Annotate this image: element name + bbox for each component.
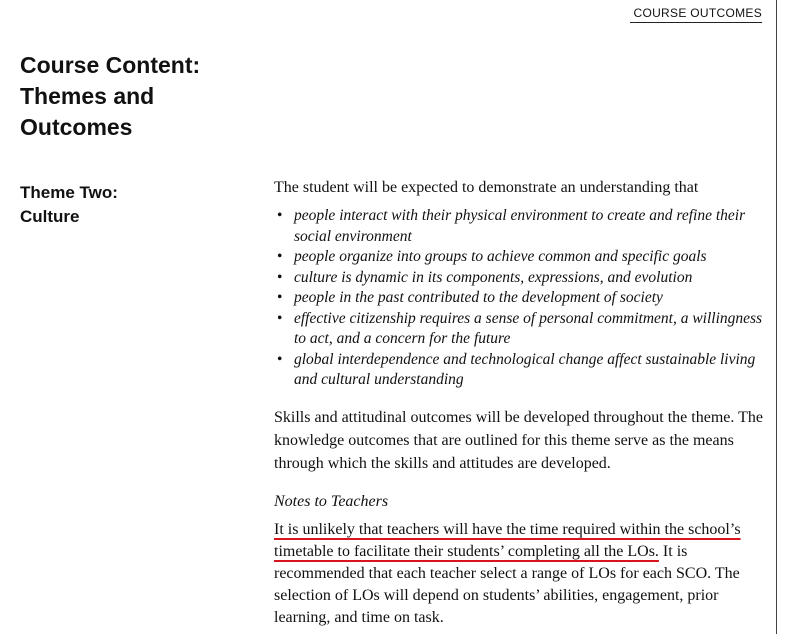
list-item (274, 206, 770, 247)
page-title-line-2: Themes and (20, 83, 155, 109)
outcome-text: people organize into groups to achieve common and specific goals (294, 248, 707, 265)
theme-heading (20, 181, 118, 229)
list-item (274, 350, 770, 391)
highlighted-sentence: It is unlikely that teachers will have the time required within the school’s timetable to facilitate their students’ completing all the LOs. (274, 520, 741, 560)
outcome-text: people in the past contributed to the development of society (294, 289, 663, 306)
outcome-text: people interact with their physical environment to create and refine their social environment (294, 207, 746, 245)
bullet-icon: • (277, 289, 283, 306)
bullet-icon: • (277, 309, 283, 327)
running-head: COURSE OUTCOMES (633, 6, 762, 20)
notes-heading: Notes to Teachers (274, 492, 389, 510)
page-title-line-1: Course Content: (20, 52, 201, 78)
outcome-text: culture is dynamic in its components, expressions, and evolution (294, 268, 693, 286)
outcome-text: effective citizenship requires a sense of personal commitment, a willingness to act, and a concern for the future (294, 309, 763, 347)
bullet-icon: • (277, 248, 283, 265)
notes-rest-text: It is recommended that each teacher select a range of LOs for each SCO. The selection of LOs will depend on students’ abilities, engagement, prior learning, and time on task. (274, 542, 740, 626)
page-title-line-3: Outcomes (20, 114, 133, 140)
list-item (274, 247, 770, 268)
outcome-text: global interdependence and technological change affect sustainable living and cultural understanding (294, 350, 756, 388)
list-item (274, 268, 770, 289)
intro-text: The student will be expected to demonstrate an understanding that (274, 179, 699, 196)
bullet-icon: • (277, 268, 283, 286)
notes-paragraph (274, 519, 770, 629)
list-item (274, 309, 770, 350)
skills-paragraph: Skills and attitudinal outcomes will be developed throughout the theme. The knowledge outcomes that are outlined for this theme serve as the means through which the skills and attitudes are developed. (274, 408, 763, 472)
outcomes-list (274, 206, 770, 391)
page-title (20, 50, 200, 143)
theme-heading-line-1: Theme Two: (20, 183, 118, 202)
list-item (274, 288, 770, 309)
bullet-icon: • (277, 207, 283, 224)
header-rule (630, 22, 762, 23)
theme-heading-line-2: Culture (20, 207, 80, 226)
page-edge-line (776, 0, 777, 634)
bullet-icon: • (277, 350, 283, 368)
theme-content (274, 177, 770, 629)
